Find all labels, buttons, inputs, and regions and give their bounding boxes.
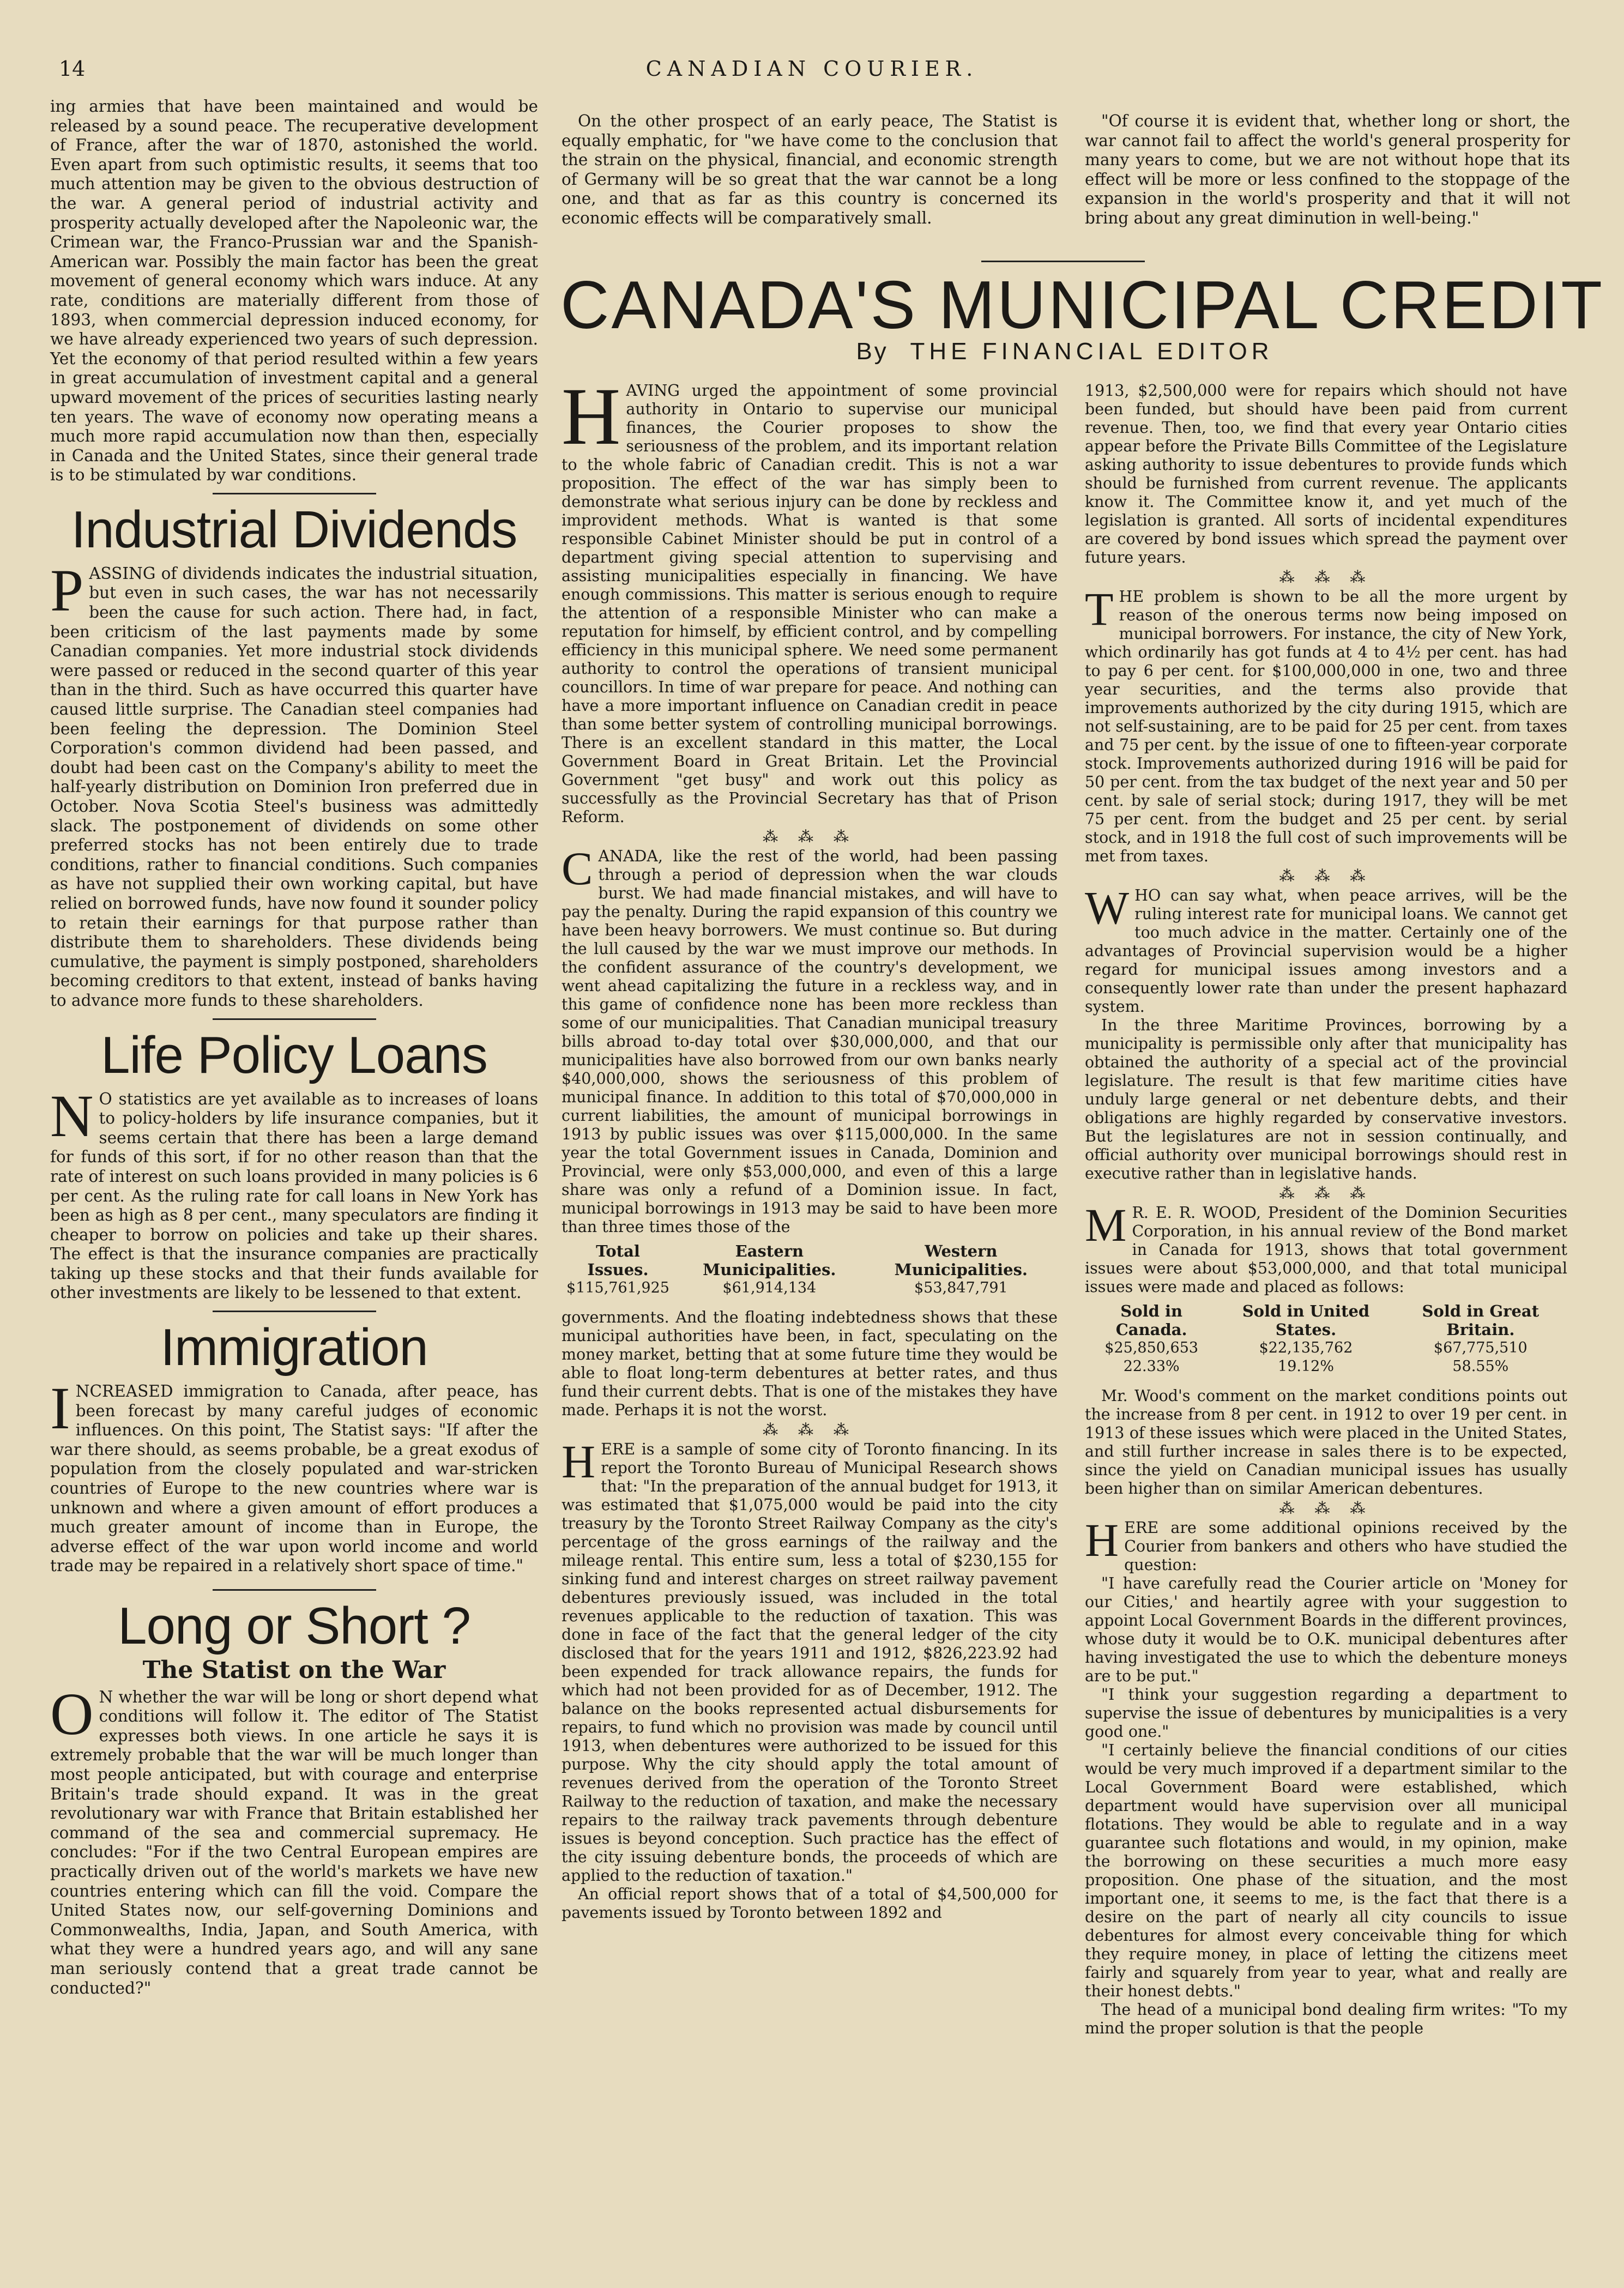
article-body: AVING urged the appointment of some provincial authority in Ontario to supervise our municipal finances, the Courier proposes to show the seriousness of the problem, and its important relation to the whole fabric of Canadian credit. This is not a war proposition. The effect of the war has simply been to demonstrate what serious injury can be done by reckless and improvident methods. What is wanted is that some responsible Cabinet Minister should be put in control of a department giving special attention to supervising and assisting municipalities especially in financing. We have enough commissions. This matter is serious enough to require the attention of a responsible Minister who can make a reputation for himself, by efficient control, and by compelling efficiency in this municipal sphere. We need some permanent authority to control the operations of transient municipal councillors. In time of war prepare for peace. And nothing can have a more important influence on Canadian credit in peace than some better system of controlling municipal borrowings. There is an excellent standard in this matter, the Local Government Board in Great Britain. Let the Provincial Government "get busy" and work out this policy as successfully as the Provincial Secretary has that of Prison Reform. <box>562 382 1058 826</box>
running-title: CANADIAN COURIER. <box>645 57 979 81</box>
industrial-dividends-heading: Industrial Dividends <box>71 500 517 559</box>
table-cell: 58.55% <box>1452 1358 1509 1375</box>
divider <box>981 261 1145 262</box>
byline-by: By <box>856 338 889 365</box>
table-header: Sold in Great Britain. <box>1422 1302 1540 1339</box>
article-body: N whether the war will be long or short depend what conditions will follow it. The editor of The Statist expresses both views. In one article he says it is extremely probable that the war will be much longer than most people anticipated, but with courage and enterprise Britain's trade should expand. It was in the great revolutionary war with France that Britain established her command of the sea and commercial supremacy. He concludes: "For if the two Central European empires are practically driven out of the world's markets we have new countries entering which can fill the void. Compare the United States now, our self-governing Dominions and Commonwealths, India, Japan, and South America, with what they were a hundred years ago, and will any sane man seriously contend that a great trade cannot be conducted?" <box>50 1687 538 1997</box>
table-cell: $61,914,134 <box>722 1279 817 1296</box>
page-number: 14 <box>59 57 86 81</box>
article-body: "I have carefully read the Courier article on 'Money for our Cities,' and heartily agree with your suggestion to appoint Local Government Boards in the different provinces, whose duty it would be to O.K. municipal debentures after having investigated the use to which the debenture moneys are to be put." <box>1085 1574 1567 1685</box>
immigration-heading: Immigration <box>160 1318 428 1377</box>
section-ornament: ⁂ ⁂ ⁂ <box>1279 568 1373 586</box>
section-ornament: ⁂ ⁂ ⁂ <box>1279 1184 1373 1202</box>
dropcap: I <box>50 1375 70 1442</box>
column-3-top <box>1085 112 1570 228</box>
article-body: ERE are some additional opinions received by the Courier from bankers and others who have studied the question: <box>1124 1519 1567 1574</box>
municipal-article-part4 <box>562 1435 1058 1885</box>
municipal-sales-table <box>1085 1302 1567 1376</box>
article-body: HO can say what, when peace arrives, will be the ruling interest rate for municipal loans. We cannot get too much advice in the matter. Certainly one of the advantages of Provincial supervision would be a higher regard for municipal issues among investors and a consequently lower rate than under the present haphazard system. <box>1085 886 1567 1016</box>
dropcap: H <box>1085 1514 1119 1566</box>
article-body: NCREASED immigration to Canada, after peace, has been forecast by many careful judges of economic influences. On this point, The Statist says: "If after the war there should, as seems probable, be a great exodus of population from the closely populated and war-stricken countries of Europe to the new countries where war is unknown and where a given amount of effort produces a much greater amount of income than in Europe, the adverse effect of the war upon world income and world trade may be repaired in a relatively short space of time." <box>50 1382 538 1575</box>
section-ornament: ⁂ ⁂ ⁂ <box>763 828 856 846</box>
municipal-article-part1 <box>562 371 1058 826</box>
table-cell: $67,775,510 <box>1433 1339 1528 1356</box>
dropcap: N <box>50 1082 94 1149</box>
municipal-credit-title: CANADA'S MUNICIPAL CREDIT <box>560 268 1605 343</box>
divider <box>213 493 376 494</box>
dropcap: H <box>562 1435 596 1488</box>
table-cell: $115,761,925 <box>566 1279 669 1296</box>
column-2-top <box>562 112 1058 228</box>
municipal-article-problem <box>1085 583 1567 866</box>
municipal-article-wood <box>1085 1199 1567 1296</box>
table-header: Eastern Municipalities. <box>703 1242 836 1279</box>
section-ornament: ⁂ ⁂ ⁂ <box>763 1421 856 1439</box>
intro-paragraph: ing armies that have been maintained and would be released by a sound peace. The recuperative development of France, after the war of 1870, astonished the world. Even apart from such optimistic results, it seems that too much attention may be given to the obvious destruction of the war. A general period of industrial activity and prosperity actually developed after the Napoleonic war, the Crimean war, the Franco-Prussian war and the Spanish-American war. Possibly the main factor has been the great movement of general economy which wars induce. At any rate, conditions are materially different from those of 1893, when commercial depression induced economy, for we have already experienced two years of such depression. Yet the economy of that period resulted within a few years in great accumulation of investment capital and a general upward movement of the prices of securities lasting nearly ten years. The wave of economy now operating means a much more rapid accumulation now than then, especially in Canada and the United States, since their general trade is to be stimulated by war conditions. <box>50 97 538 485</box>
dropcap: W <box>1085 882 1130 934</box>
municipal-issues-table <box>562 1242 1058 1297</box>
divider <box>213 1589 376 1591</box>
dropcap: M <box>1085 1199 1127 1251</box>
table-header: Sold in Canada. <box>1115 1302 1187 1339</box>
table-cell: 22.33% <box>1123 1358 1180 1375</box>
byline-name: THE FINANCIAL EDITOR <box>910 338 1273 365</box>
column-3 <box>1085 382 1567 2038</box>
article-body: In the three Maritime Provinces, borrowing by a municipality is permissible only after that municipality has obtained the authority of a special act of the provincial legislature. The result is that few maritime cities have unduly large general or net debenture debts, and their obligations are highly regarded by conservative investors. But the legislatures are not in session continually, and official authority over municipal borrowings should rest in executive rather than in legislative hands. <box>1085 1016 1567 1182</box>
article-body: R. E. R. WOOD, President of the Dominion Securities Corporation, in his annual review of the Bond market in Canada for 1913, shows that total government issues were about $53,000,000, and that total municipal issues were made and placed as follows: <box>1085 1204 1567 1296</box>
table-header: Western Municipalities. <box>894 1242 1028 1279</box>
long-or-short-heading: Long or Short ? <box>118 1597 470 1655</box>
section-ornament: ⁂ ⁂ ⁂ <box>1279 1499 1373 1517</box>
life-policy-loans-heading: Life Policy Loans <box>101 1025 487 1084</box>
article-body: An official report shows that of a total of $4,500,000 for pavements issued by Toronto between 1892 and <box>562 1885 1058 1922</box>
article-body: HE problem is shown to be all the more urgent by reason of the onerous terms now being imposed on municipal borrowers. For instance, the city of New York, which ordinarily has got funds at 4 to 4½ per cent. has had to pay 6 per cent. for $100,000,000 in one, two and three year securities, and the terms also provide that improvements authorized by the city during 1915, which are not self-sustaining, are to be paid for 25 per cent. from taxes and 75 per cent. by the issue of one to fifteen-year corporate stock. Improvements authorized during 1916 will be paid for 50 per cent. from the tax budget of the next year and 50 per cent. by sale of serial stock; during 1917, they will be met 75 per cent. from the budget and 25 per cent. by serial stock, and in 1918 the full cost of such improvements will be met from taxes. <box>1085 588 1567 865</box>
article-body: ERE is a sample of some city of Toronto financing. In its report the Toronto Bureau of Municipal Research shows that: "In the preparation of the annual budget for 1913, it was estimated that $1,075,000 would be paid into the city treasury by the Toronto Street Railway Company as the city's percentage of the gross earnings of the railway and the mileage rental. This entire sum, less a total of $230,155 for sinking fund and interest charges on street railway pavement debentures previously issued, was included in the total revenues applicable to the reduction of taxation. This was done in face of the fact that the general ledger of the city disclosed that for the years 1911 and 1912, $826,223.92 had been expended for track allowance repairs, the funds for which had not been provided for as of December, 1912. The balance on the books represented actual disbursements for repairs, to fund which no provision was made by council until 1913, when debentures were authorized to be issued for this purpose. Why the city should apply the total amount of revenues derived from the operation of the Toronto Street Railway to the reduction of taxation, and make the necessary repairs to the railway track pavements through debenture issues is beyond conception. Such practice has the effect of the city issuing debenture bonds, the proceeds of which are applied to the reduction of taxation." <box>562 1440 1058 1885</box>
life-policy-loans-article <box>50 1082 538 1303</box>
divider <box>213 1311 376 1312</box>
long-or-short-subheading: The Statist on the War <box>142 1656 446 1684</box>
municipal-article-part2 <box>562 842 1058 1236</box>
dropcap: T <box>1085 583 1114 635</box>
article-body: "I think your suggestion regarding a department to supervise the issue of debentures by municipalities is a very good one." <box>1085 1686 1567 1741</box>
table-cell: $22,135,762 <box>1259 1339 1353 1356</box>
industrial-dividends-article <box>50 557 538 1011</box>
article-body: "I certainly believe the financial conditions of our cities would be very much improved if a department similar to the Local Government Board were established, which department would have supervision over all municipal flotations. They would be able to regulate and in a way guarantee such flotations and would, in my opinion, make the borrowing on these securities a much more easy proposition. One phase of the situation, and the most important one, it seems to me, is the fact that there is a desire on the part of nearly all city councils to issue debentures for almost every conceivable thing for which they require money, in place of letting the citizens meet fairly and squarely from year to year, what and really are their honest debts." <box>1085 1741 1567 2000</box>
municipal-article-who <box>1085 882 1567 1016</box>
dropcap: H <box>562 371 621 462</box>
article-body: ASSING of dividends indicates the industrial situation, but even in such cases, the war has not necessarily been the cause for such action. There had, in fact, been criticism of the last payments made by some Canadian companies. Yet more industrial stock dividends were passed or reduced in the second quarter of this year than in the third. Such as have occurred this quarter have caused little surprise. The Canadian steel companies had been feeling the depression. The Dominion Steel Corporation's common dividend had been passed, and doubt had been cast on the Company's ability to meet the half-yearly distribution on Dominion Iron preferred due in October. Nova Scotia Steel's business was admittedly slack. The postponement of dividends on some other preferred stocks has not been entirely due to trade conditions, rather to financial conditions. Such companies as have not supplied their own working capital, but have relied on borrowed funds, have now found it sounder policy to retain their earnings for that purpose rather than distribute them to shareholders. These dividends being cumulative, the payment is simply postponed, shareholders becoming creditors to that extent, instead of banks having to advance more funds to these shareholders. <box>50 564 538 1010</box>
table-header: Sold in United States. <box>1242 1302 1370 1339</box>
column-2 <box>562 371 1058 1922</box>
dropcap: O <box>50 1680 94 1747</box>
table-cell: 19.12% <box>1278 1358 1334 1375</box>
table-header: Total Issues. <box>587 1242 649 1279</box>
statist-peace-paragraph: On the other prospect of an early peace, The Statist is equally emphatic, for "we have come to the conclusion that the strain on the physical, financial, and economic strength of Germany will be so great that the war cannot be a long one, and that as far as this country is concerned its economic effects will be comparatively small. <box>562 112 1058 227</box>
long-or-short-article <box>50 1680 538 1999</box>
divider <box>213 1018 376 1020</box>
column-1 <box>50 97 538 1998</box>
article-body: Mr. Wood's comment on the market conditions points out the increase from 8 per cent. in 1912 to over 19 per cent. in 1913 of these issues which were placed in the United States, and still further increase in sales there is to be expected, since the yield on Canadian municipal issues has usually been higher than on similar American debentures. <box>1085 1387 1567 1498</box>
article-body: O statistics are yet available as to increases of loans to policy-holders by life insurance companies, but it seems certain that there has been a large demand for funds of this sort, if for no other reason than that the rate of interest on such loans provided in many policies is 6 per cent. As the ruling rate for call loans in New York has been as high as 8 per cent., many speculators are finding it cheaper to borrow on policies and take up their shares. The effect is that the insurance companies are practically taking up these stocks and that their funds available for other investments are likely to be lessened to that extent. <box>50 1089 538 1302</box>
article-body: governments. And the floating indebtedness shows that these municipal authorities have been, in fact, speculating on the money market, betting that at some future time they would be able to float long-term debentures at better rates, and thus fund their current debts. That is one of the mistakes they have made. Perhaps it is not the worst. <box>562 1308 1058 1419</box>
immigration-article <box>50 1375 538 1576</box>
article-body: 1913, $2,500,000 were for repairs which should not have been funded, but should have been paid from current revenue. Then, too, we find that every year Ontario cities appear before the Private Bills Committee of the Legislature asking authority to issue debentures to provide funds which should be furnished from current revenue. The applicants know it. The Committee know it, and yet much of the legislation is granted. All sorts of incidental expenditures are covered by bond issues which spread the payment over future years. <box>1085 382 1567 566</box>
dropcap: C <box>562 842 593 895</box>
municipal-article-opinions <box>1085 1514 1567 1574</box>
article-body: ANADA, like the rest of the world, had been passing through a period of depression when the war clouds burst. We had made financial mistakes, and will have to pay the penalty. During the rapid expansion of this country we have been heavy borrowers. We must continue so. But during the lull caused by the war we must improve our methods. In the confident assurance of the country's development, we went ahead capitalizing the future in a reckless way, and in this game of confidence none has been more reckless than some of our municipalities. That Canadian municipal treasury bills abroad to-day total over $30,000,000, and that our municipalities have also borrowed from our own banks nearly $40,000,000, shows the seriousness of this problem of municipal finance. In addition to this total of $70,000,000 in current liabilities, the amount of municipal borrowings in 1913 by public issues was over $115,000,000. In the same year the total Government issues in Canada, Dominion and Provincial, were only $53,000,000, and even of this a large share was only a refund of a Dominion issue. In fact, municipal borrowings in 1913 may be said to have been more than three times those of the <box>562 847 1058 1236</box>
statist-conclusion-paragraph: "Of course it is evident that, whether long or short, the war cannot fail to affect the world's general prosperity for many years to come, but we are not without hope that its effect will be more or less confined to the stoppage of the expansion in the world's prosperity and that it will not bring about any great diminution in well-being." <box>1085 112 1570 227</box>
section-ornament: ⁂ ⁂ ⁂ <box>1279 867 1373 885</box>
dropcap: P <box>50 557 84 624</box>
byline <box>560 338 1569 365</box>
table-cell: $25,850,653 <box>1104 1339 1199 1356</box>
table-cell: $53,847,791 <box>914 1279 1008 1296</box>
article-body: The head of a municipal bond dealing firm writes: "To my mind the proper solution is that the people <box>1085 2001 1567 2037</box>
